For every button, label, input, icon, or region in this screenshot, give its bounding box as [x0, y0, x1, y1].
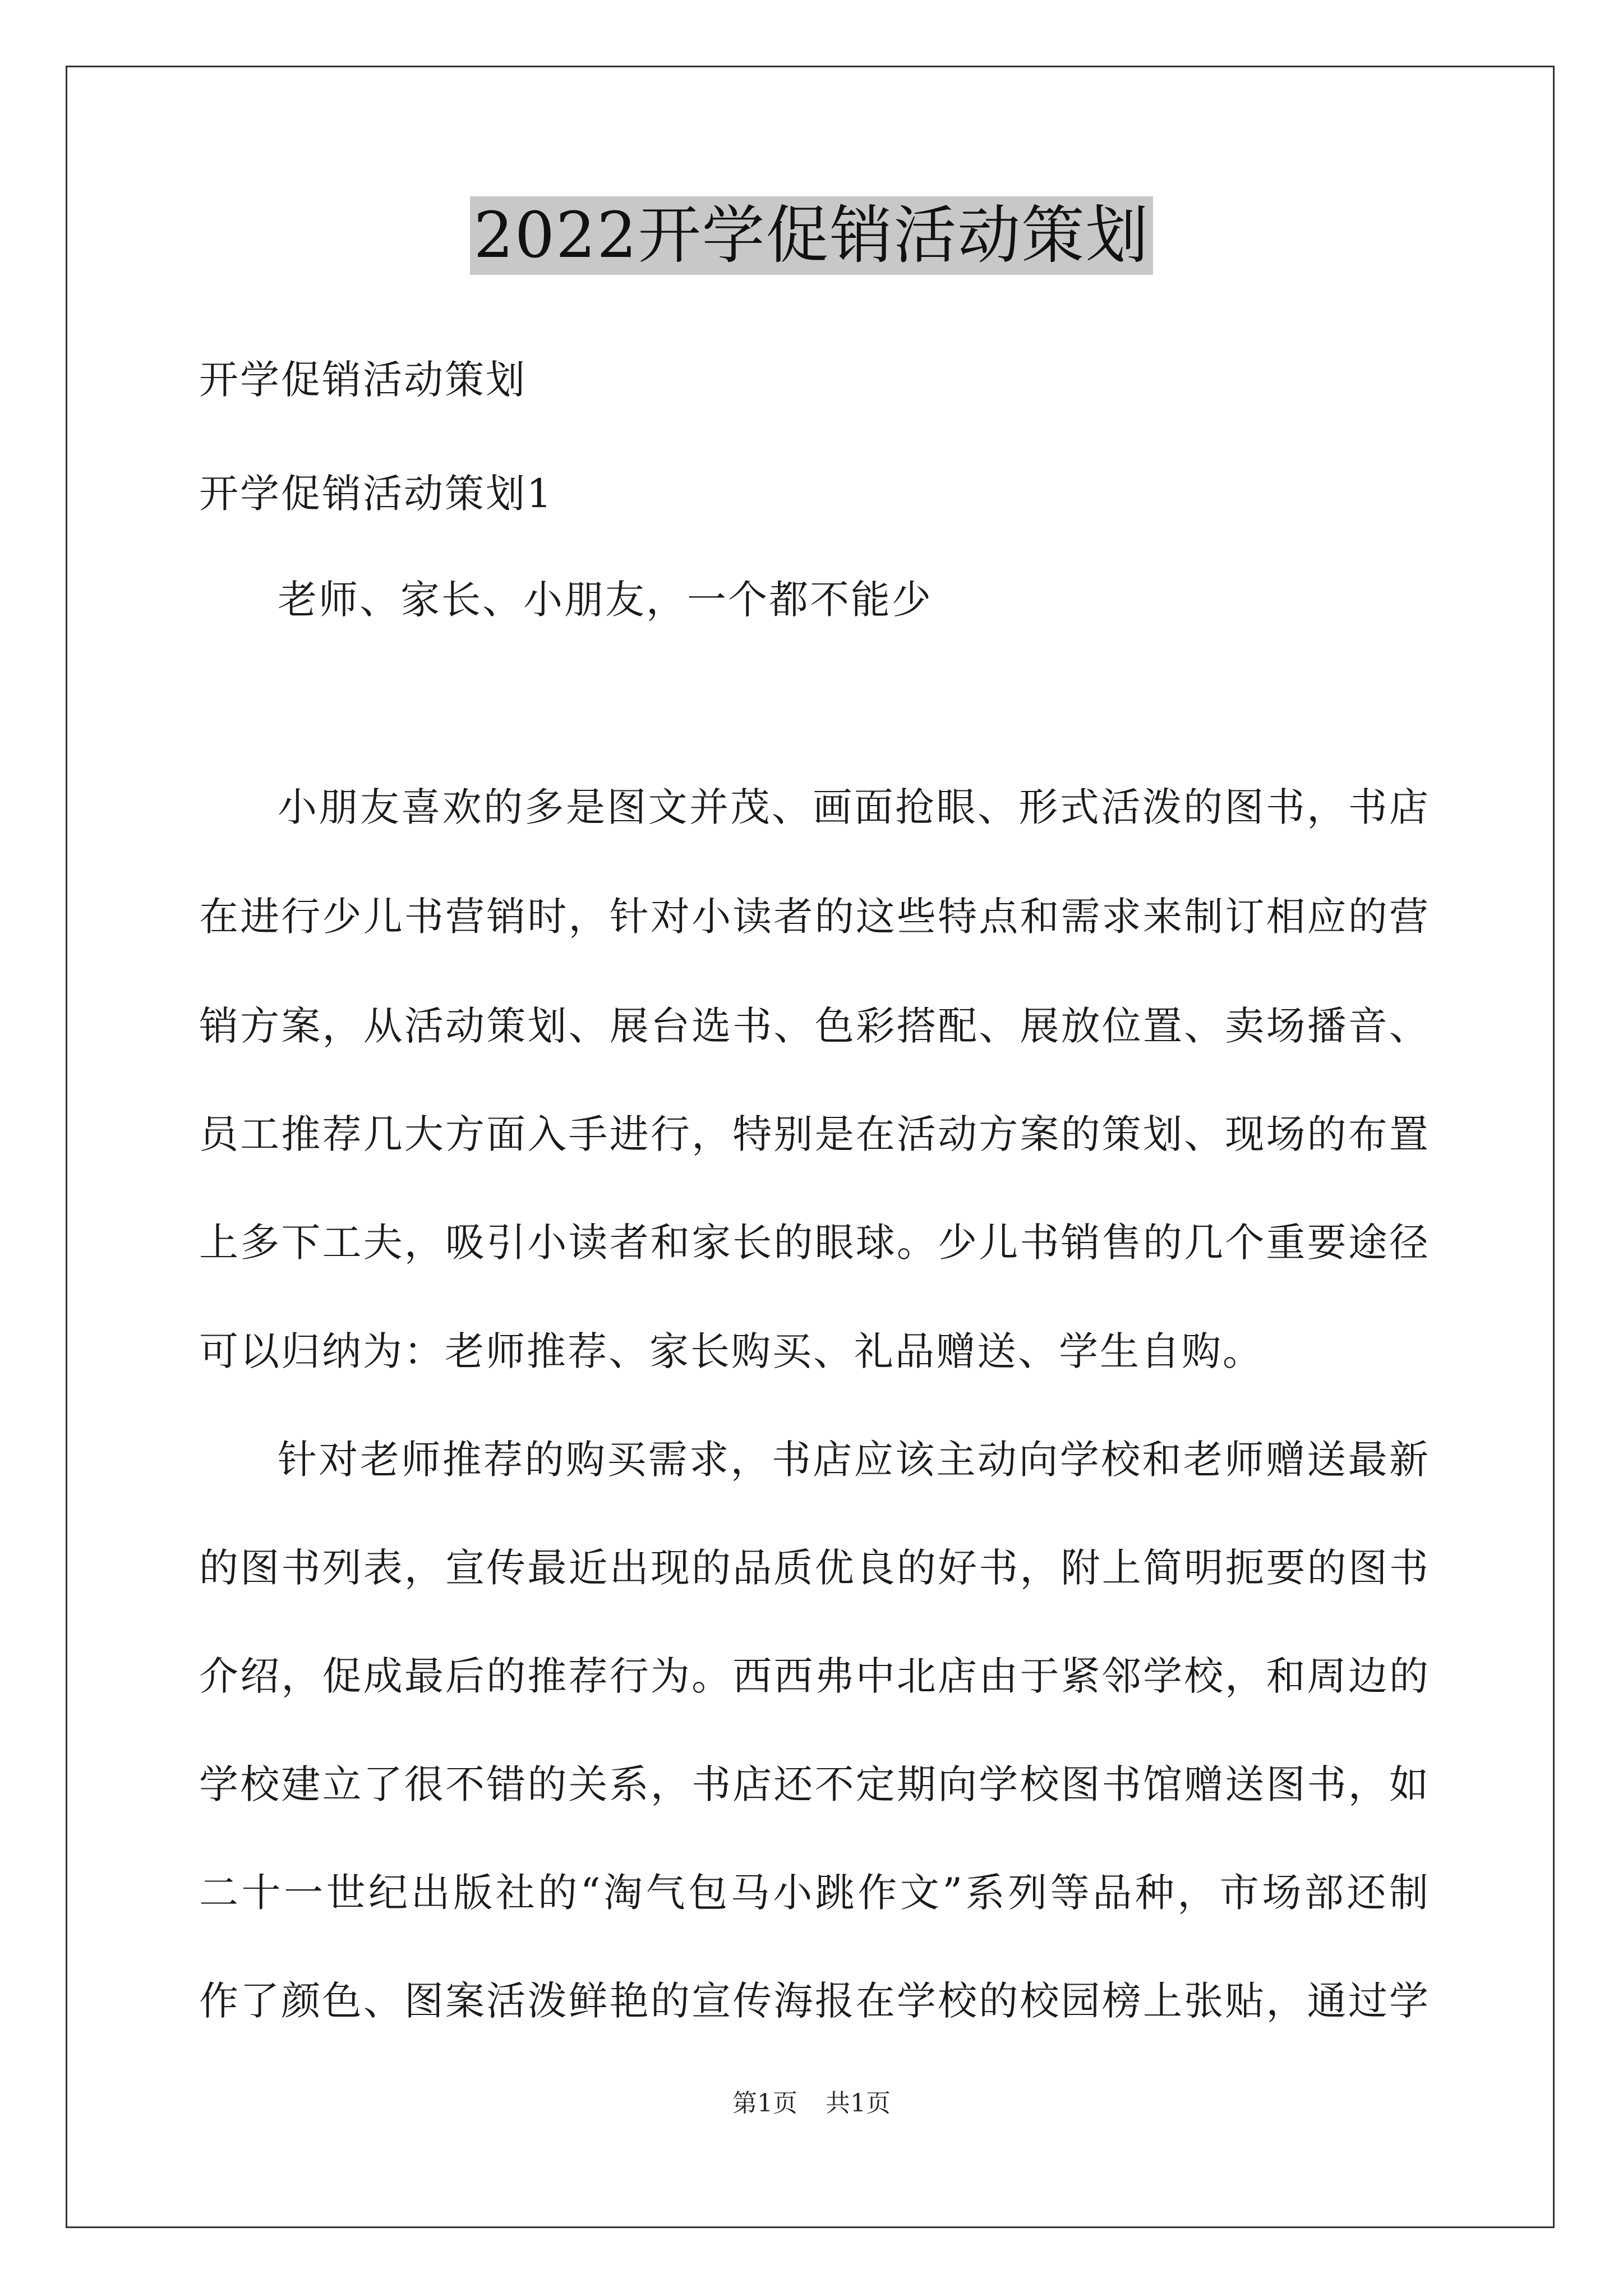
paragraph-1-line: 销方案，从活动策划、展台选书、色彩搭配、展放位置、卖场播音、 [199, 1003, 1430, 1049]
page-number-total: 共1页 [826, 2089, 891, 2118]
paragraph-1-line: 小朋友喜欢的多是图文并茂、画面抢眼、形式活泼的图书，书店 [278, 784, 1430, 830]
subtitle-line-2: 开学促销活动策划1 [199, 471, 554, 517]
paragraph-2-line: 的图书列表，宣传最近出现的品质优良的好书，附上简明扼要的图书 [199, 1545, 1430, 1591]
subtitle-line-1: 开学促销活动策划 [199, 357, 527, 403]
paragraph-2-line: 针对老师推荐的购买需求，书店应该主动向学校和老师赠送最新 [278, 1437, 1430, 1483]
paragraph-1-line: 员工推荐几大方面入手进行，特别是在活动方案的策划、现场的布置 [199, 1111, 1430, 1157]
paragraph-1-line: 可以归纳为：老师推荐、家长购买、礼品赠送、学生自购。 [199, 1328, 1264, 1374]
page-footer [0, 2087, 1623, 2120]
paragraph-2-line: 学校建立了很不错的关系，书店还不定期向学校图书馆赠送图书，如 [199, 1761, 1430, 1807]
page-number-current: 第1页 [732, 2089, 797, 2118]
paragraph-2-line: 介绍，促成最后的推荐行为。西西弗中北店由于紧邻学校，和周边的 [199, 1653, 1430, 1699]
paragraph-1-line: 上多下工夫，吸引小读者和家长的眼球。少儿书销售的几个重要途径 [199, 1220, 1430, 1266]
paragraph-2-line: 作了颜色、图案活泼鲜艳的宣传海报在学校的校园榜上张贴，通过学 [199, 1978, 1430, 2024]
document-title: 2022开学促销活动策划 [470, 196, 1152, 275]
paragraph-2-line: 二十一世纪出版社的“淘气包马小跳作文”系列等品种，市场部还制 [199, 1870, 1430, 1916]
paragraph-1-line: 在进行少儿书营销时，针对小读者的这些特点和需求来制订相应的营 [199, 894, 1430, 940]
slogan-line: 老师、家长、小朋友，一个都不能少 [278, 577, 933, 623]
title-container [0, 196, 1623, 275]
